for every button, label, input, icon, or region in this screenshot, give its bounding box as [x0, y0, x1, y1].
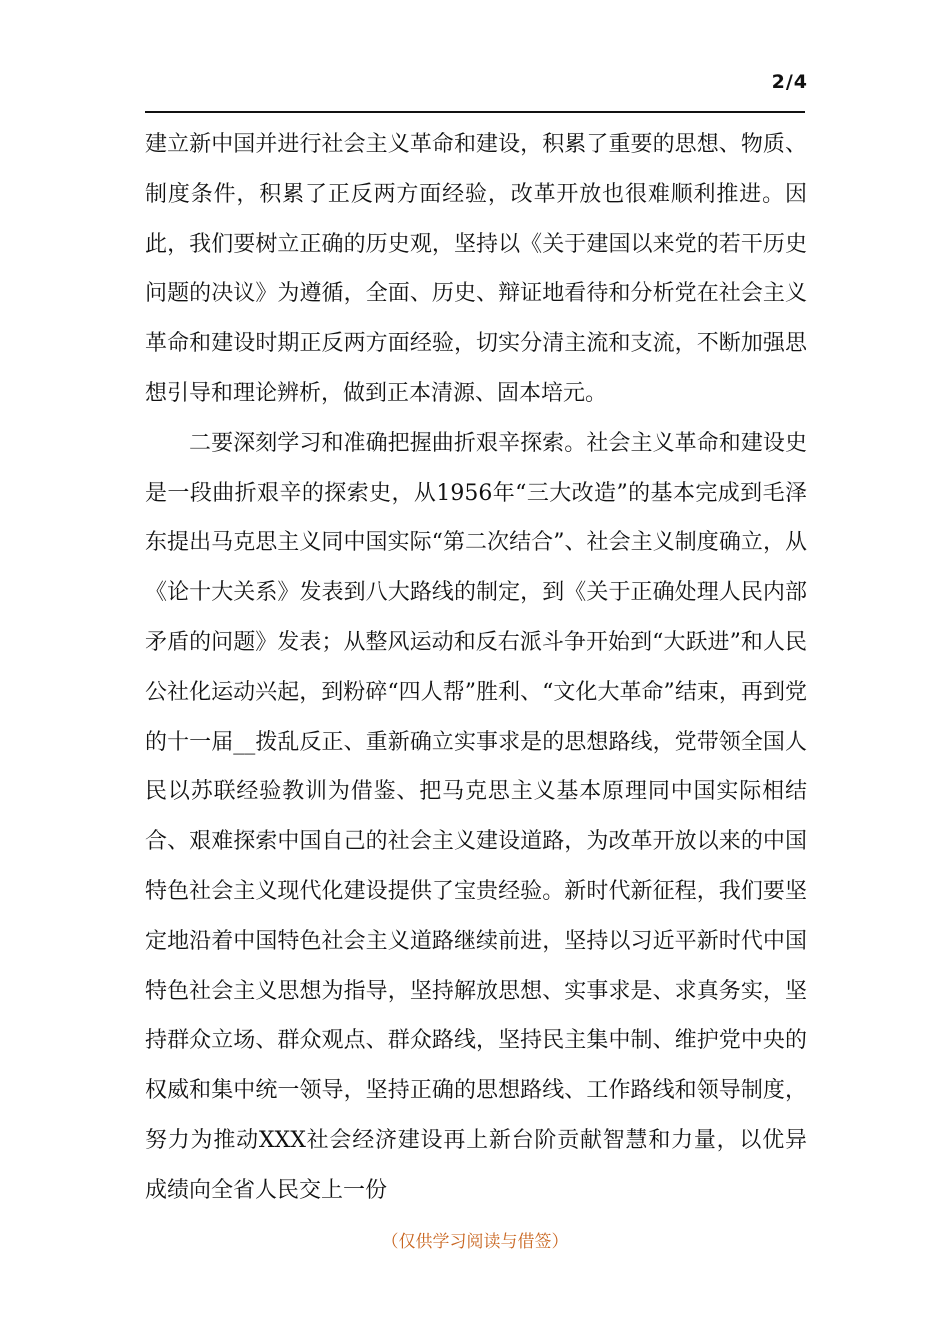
paragraph-second-point: 二要深刻学习和准确把握曲折艰辛探索。社会主义革命和建设史是一段曲折艰辛的探索史，从1956年“三大改造”的基本完成到毛泽东提出马克思主义同中国实际“第二次结合”、社会主义制度确立，从《论十大关系》发表到八大路线的制定，到《关于正确处理人民内部矛盾的问题》发表；从整风运动和反右派斗争开始到“大跃进”和人民公社化运动兴起，到粉碎“四人帮”胜利、“文化大革命”结束，再到党的十一届__拨乱反正、重新确立实事求是的思想路线，党带领全国人民以苏联经验教训为借鉴、把马克思主义基本原理同中国实际相结合、艰难探索中国自己的社会主义建设道路，为改革开放以来的中国特色社会主义现代化建设提供了宝贵经验。新时代新征程，我们要坚定地沿着中国特色社会主义道路继续前进，坚持以习近平新时代中国特色社会主义思想为指导，坚持解放思想、实事求是、求真务实，坚持群众立场、群众观点、群众路线，坚持民主集中制、维护党中央的权威和集中统一领导，坚持正确的思想路线、工作路线和领导制度，努力为推动XXX社会经济建设再上新台阶贡献智慧和力量，以优异成绩向全省人民交上一份 — [145, 430, 807, 1203]
footer-disclaimer: （仅供学习阅读与借签） — [381, 1232, 569, 1252]
paragraph-continuation: 建立新中国并进行社会主义革命和建设，积累了重要的思想、物质、制度条件，积累了正反两方面经验，改革开放也很难顺利推进。因此，我们要树立正确的历史观，坚持以《关于建国以来党的若干历史问题的决议》为遵循，全面、历史、辩证地看待和分析党在社会主义革命和建设时期正反两方面经验，切实分清主流和支流，不断加强思想引导和理论辨析，做到正本清源、固本培元。 — [145, 132, 807, 406]
header-divider — [145, 111, 805, 113]
page-number: 2/4 — [771, 71, 808, 93]
document-body — [145, 120, 807, 1216]
